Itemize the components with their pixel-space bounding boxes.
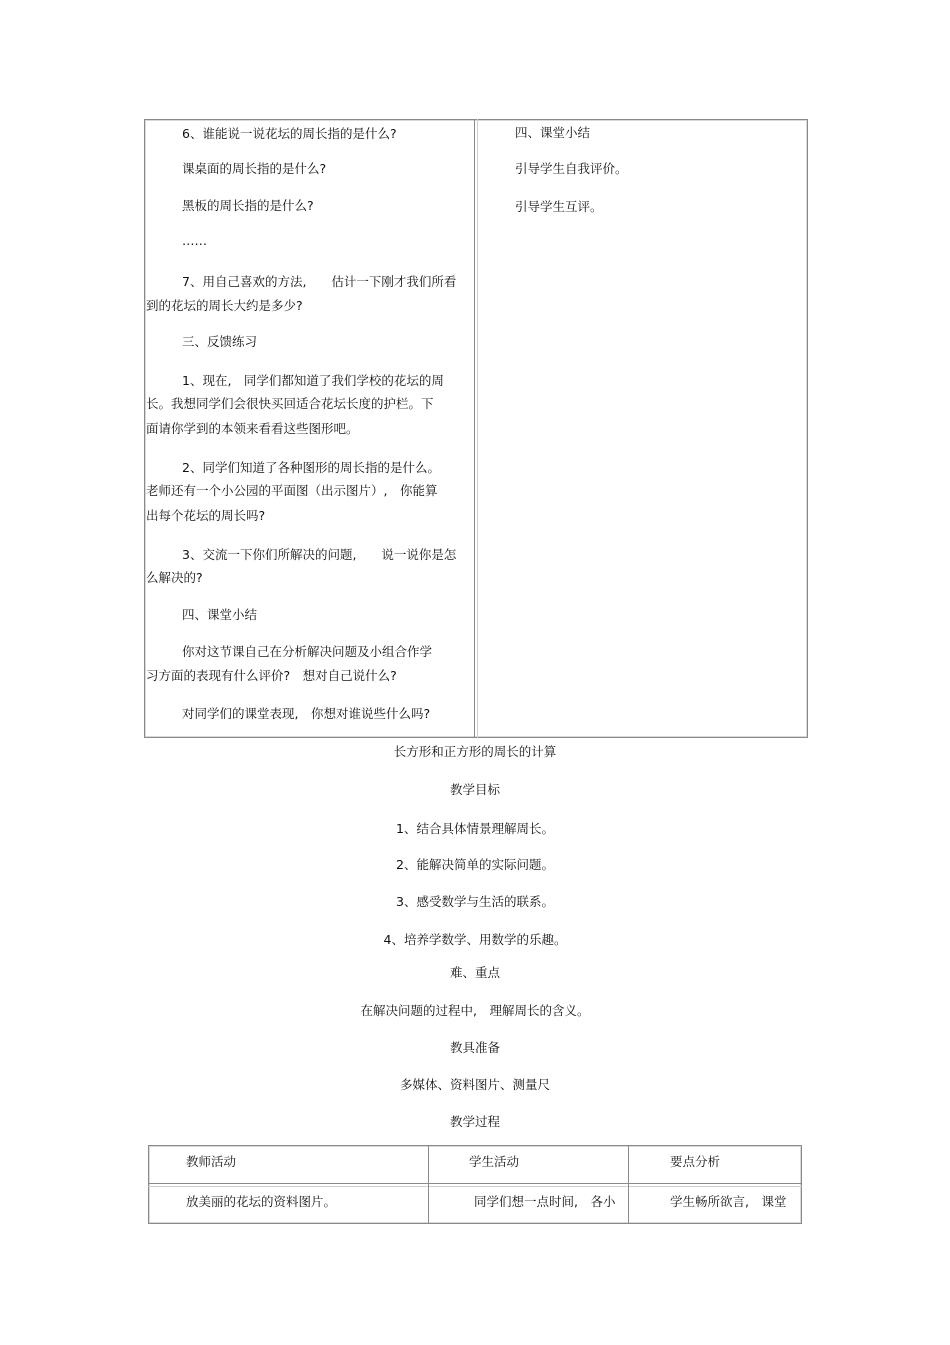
left-line-16: 四、课堂小结 — [182, 607, 258, 622]
left-line-18: 习方面的表现有什么评价? 想对自己说什么? — [146, 668, 397, 683]
left-line-8: 1、现在, 同学们都知道了我们学校的花坛的周 — [182, 373, 444, 388]
header-key-analysis: 要点分析 — [670, 1154, 721, 1169]
left-line-2: 课桌面的周长指的是什么? — [182, 161, 327, 176]
lesson-title: 长方形和正方形的周长的计算 — [393, 744, 557, 759]
left-line-12: 老师还有一个小公园的平面图（出示图片）, 你能算 — [146, 483, 438, 498]
left-line-11: 2、同学们知道了各种图形的周长指的是什么。 — [182, 460, 440, 475]
upper-table-divider — [474, 119, 475, 738]
cell-student-activity: 同学们想一点时间, 各小 — [474, 1194, 616, 1209]
left-line-1: 6、谁能说一说花坛的周长指的是什么? — [182, 126, 397, 141]
goal-1: 1、结合具体情景理解周长。 — [396, 821, 554, 836]
upper-table-divider-inner — [477, 119, 478, 738]
left-line-4: …… — [182, 233, 207, 248]
right-line-3: 引导学生互评。 — [515, 199, 603, 214]
header-teacher-activity: 教师活动 — [186, 1154, 237, 1169]
left-line-3: 黑板的周长指的是什么? — [182, 198, 314, 213]
goal-2: 2、能解决简单的实际问题。 — [396, 857, 554, 872]
goal-4: 4、培养学数学、用数学的乐趣。 — [383, 932, 567, 947]
right-line-1: 四、课堂小结 — [515, 125, 591, 140]
left-line-6: 到的花坛的周长大约是多少? — [146, 298, 303, 313]
key-heading: 难、重点 — [449, 965, 500, 980]
left-line-14: 3、交流一下你们所解决的问题, 说一说你是怎 — [182, 547, 457, 562]
left-line-10: 面请你学到的本领来看看这些图形吧。 — [146, 421, 359, 436]
tools-text: 多媒体、资料图片、测量尺 — [399, 1077, 550, 1092]
left-line-15: 么解决的? — [146, 570, 203, 585]
process-table-col-divider-2 — [628, 1145, 629, 1224]
process-table-col-divider-1 — [428, 1145, 429, 1224]
left-line-19: 对同学们的课堂表现, 你想对谁说些什么吗? — [182, 706, 431, 721]
process-heading: 教学过程 — [449, 1114, 500, 1129]
process-table-row-divider — [148, 1183, 802, 1184]
right-line-2: 引导学生自我评价。 — [515, 161, 628, 176]
cell-key-analysis: 学生畅所欲言, 课堂 — [670, 1194, 787, 1209]
process-table-row-divider-inner — [148, 1186, 802, 1187]
tools-heading: 教具准备 — [449, 1040, 500, 1055]
key-text: 在解决问题的过程中, 理解周长的含义。 — [360, 1003, 590, 1018]
goal-3: 3、感受数学与生活的联系。 — [396, 894, 554, 909]
header-student-activity: 学生活动 — [469, 1154, 520, 1169]
left-line-7: 三、反馈练习 — [182, 334, 258, 349]
left-line-17: 你对这节课自己在分析解决问题及小组合作学 — [182, 644, 433, 659]
left-line-5: 7、用自己喜欢的方法, 估计一下刚才我们所看 — [182, 274, 457, 289]
left-line-13: 出每个花坛的周长吗? — [146, 508, 266, 523]
goals-heading: 教学目标 — [449, 782, 500, 797]
left-line-9: 长。我想同学们会很快买回适合花坛长度的护栏。下 — [146, 396, 434, 411]
cell-teacher-activity: 放美丽的花坛的资料图片。 — [186, 1194, 337, 1209]
